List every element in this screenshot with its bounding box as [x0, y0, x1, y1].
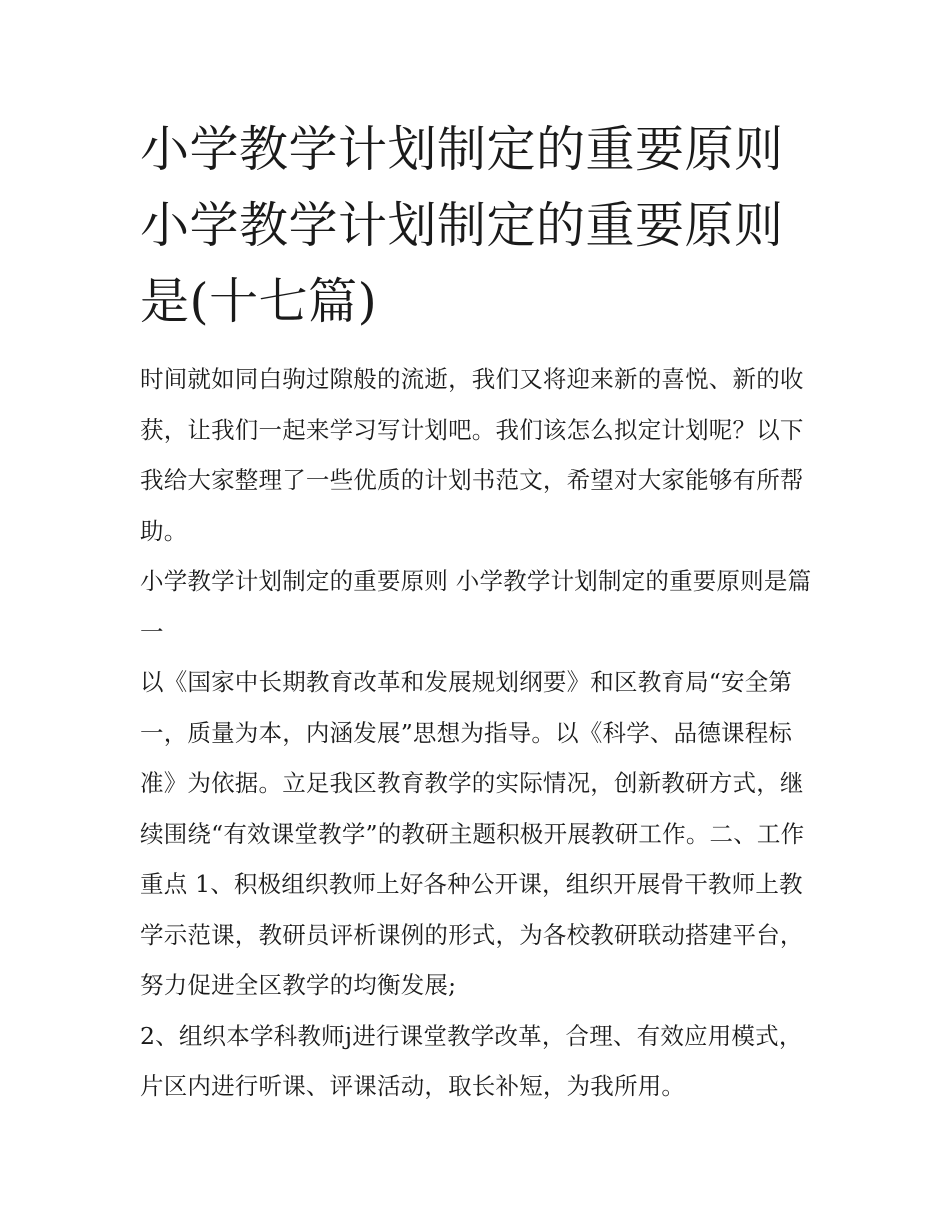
intro-paragraph: 时间就如同白驹过隙般的流逝，我们又将迎来新的喜悦、新的收获，让我们一起来学习写计划吧。我们该怎么拟定计划呢？以下我给大家整理了一些优质的计划书范文，希望对大家能够有所帮助。 — [140, 365, 804, 545]
body-paragraph: 以《国家中长期教育改革和发展规划纲要》和区教育局“安全第一，质量为本，内涵发展”思想为指导。以《科学、品德课程标准》为依据。立足我区教育教学的实际情况，创新教研方式，继续围绕“有效课堂教学”的教研主题积极开展教研工作。二、工作重点 1、积极组织教师上好各种公开课，组织开展骨干教师上教学示范课，教研员评析课例的形式，为各校教研联动搭建平台，努力促进全区教学的均衡发展; — [140, 668, 805, 999]
document-title: 小学教学计划制定的重要原则 小学教学计划制定的重要原则是(十七篇) — [140, 121, 784, 330]
section-heading: 小学教学计划制定的重要原则 小学教学计划制定的重要原则是篇一 — [140, 567, 812, 646]
body-paragraph: 2、组织本学科教师j进行课堂教学改革，合理、有效应用模式，片区内进行听课、评课活动，取长补短，为我所用。 — [140, 1021, 803, 1100]
document-body — [140, 112, 820, 1112]
